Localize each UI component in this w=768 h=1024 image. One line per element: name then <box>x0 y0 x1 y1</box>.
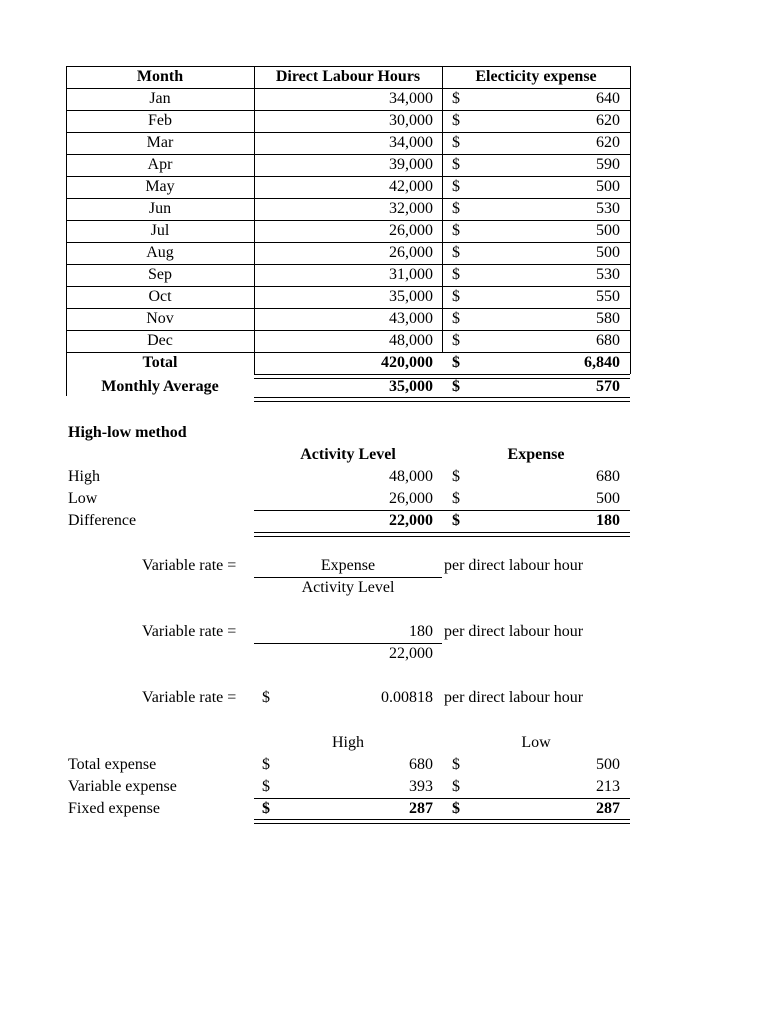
highlow-col-activity: Activity Level <box>300 446 396 463</box>
low-activity: 26,000 <box>389 490 433 507</box>
summary-label: Variable expense <box>68 778 177 795</box>
table-row <box>66 220 630 242</box>
currency-cell: $ <box>452 134 460 151</box>
month-cell: Apr <box>147 156 173 173</box>
expense-cell: 680 <box>596 332 620 349</box>
expense-cell: 580 <box>596 310 620 327</box>
row-divider <box>66 110 630 111</box>
hours-cell: 48,000 <box>389 332 433 349</box>
currency-cell: $ <box>452 112 460 129</box>
summary-label: Fixed expense <box>68 800 160 817</box>
header-divider <box>66 88 630 89</box>
row-divider <box>66 242 630 243</box>
expense-cell: 590 <box>596 156 620 173</box>
month-cell: Feb <box>148 112 172 129</box>
month-cell: Jul <box>150 222 170 239</box>
hours-cell: 30,000 <box>389 112 433 129</box>
formula1-label: Variable rate = <box>142 557 237 574</box>
summary-high-currency: $ <box>262 800 270 817</box>
currency-cell: $ <box>452 310 460 327</box>
currency-cell: $ <box>452 90 460 107</box>
hours-cell: 32,000 <box>389 200 433 217</box>
diff-activity: 22,000 <box>389 512 433 529</box>
hours-cell: 26,000 <box>389 244 433 261</box>
total-divider <box>66 352 630 353</box>
header-expense: Electicity expense <box>475 68 597 85</box>
hours-cell: 42,000 <box>389 178 433 195</box>
table-row <box>66 132 630 154</box>
col-divider-1 <box>254 66 255 374</box>
month-cell: Oct <box>148 288 172 305</box>
expense-cell: 500 <box>596 244 620 261</box>
diff-label: Difference <box>68 512 137 529</box>
expense-cell: 530 <box>596 200 620 217</box>
average-hours: 35,000 <box>389 378 433 395</box>
high-currency: $ <box>452 468 460 485</box>
total-hours: 420,000 <box>381 354 433 371</box>
currency-cell: $ <box>452 244 460 261</box>
table-row <box>66 110 630 132</box>
average-label: Monthly Average <box>101 378 219 395</box>
result-label: Variable rate = <box>142 689 237 706</box>
summary-low-currency: $ <box>452 778 460 795</box>
summary-total-line <box>254 798 630 799</box>
expense-cell: 620 <box>596 112 620 129</box>
diff-currency: $ <box>452 512 460 529</box>
expense-cell: 500 <box>596 222 620 239</box>
summary-low-value: 287 <box>596 800 620 817</box>
row-divider <box>66 286 630 287</box>
row-divider <box>66 330 630 331</box>
month-cell: Jun <box>148 200 172 217</box>
table-row <box>66 242 630 264</box>
result-unit: per direct labour hour <box>444 689 584 706</box>
summary-high-value: 287 <box>409 800 433 817</box>
hours-cell: 31,000 <box>389 266 433 283</box>
currency-cell: $ <box>452 266 460 283</box>
currency-cell: $ <box>452 156 460 173</box>
high-expense: 680 <box>596 468 620 485</box>
expense-cell: 550 <box>596 288 620 305</box>
table-row <box>66 286 630 308</box>
table-row <box>66 88 630 110</box>
summary-double-underline <box>254 819 630 824</box>
hours-cell: 35,000 <box>389 288 433 305</box>
header-month: Month <box>136 68 184 85</box>
month-cell: May <box>145 178 175 195</box>
highlow-col-expense: Expense <box>507 446 565 463</box>
expense-cell: 640 <box>596 90 620 107</box>
formula1-numerator: Expense <box>320 557 376 574</box>
summary-col-high: High <box>332 734 364 751</box>
average-currency: $ <box>452 378 460 395</box>
diff-double-underline <box>254 532 630 537</box>
header-hours: Direct Labour Hours <box>275 68 421 85</box>
total-expense: 6,840 <box>584 354 620 371</box>
summary-col-low: Low <box>521 734 551 751</box>
currency-cell: $ <box>452 288 460 305</box>
row-divider <box>66 220 630 221</box>
row-divider <box>66 154 630 155</box>
summary-high-value: 393 <box>409 778 433 795</box>
summary-high-value: 680 <box>409 756 433 773</box>
formula1-denominator: Activity Level <box>301 579 395 596</box>
expense-cell: 530 <box>596 266 620 283</box>
summary-low-currency: $ <box>452 756 460 773</box>
month-cell: Sep <box>148 266 172 283</box>
formula2-unit: per direct labour hour <box>444 623 584 640</box>
table-header-row <box>66 66 630 88</box>
currency-cell: $ <box>452 332 460 349</box>
row-divider <box>66 308 630 309</box>
summary-low-value: 213 <box>596 778 620 795</box>
month-cell: Dec <box>147 332 173 349</box>
high-activity: 48,000 <box>389 468 433 485</box>
month-cell: Jan <box>149 90 171 107</box>
table-row <box>66 264 630 286</box>
highlow-title: High-low method <box>68 424 187 441</box>
summary-high-currency: $ <box>262 778 270 795</box>
table-row <box>66 308 630 330</box>
high-label: High <box>68 468 100 485</box>
table-row <box>66 330 630 352</box>
low-label: Low <box>68 490 98 507</box>
formula1-unit: per direct labour hour <box>444 557 584 574</box>
summary-low-currency: $ <box>452 800 460 817</box>
hours-cell: 34,000 <box>389 134 433 151</box>
average-row <box>66 376 630 398</box>
total-row <box>66 352 630 374</box>
formula2-denominator: 22,000 <box>389 645 433 662</box>
hours-cell: 26,000 <box>389 222 433 239</box>
row-divider <box>66 264 630 265</box>
currency-cell: $ <box>452 200 460 217</box>
table-row <box>66 176 630 198</box>
low-expense: 500 <box>596 490 620 507</box>
summary-high-currency: $ <box>262 756 270 773</box>
formula2-label: Variable rate = <box>142 623 237 640</box>
table-border-left <box>66 66 67 396</box>
hours-cell: 34,000 <box>389 90 433 107</box>
average-expense: 570 <box>596 378 620 395</box>
total-currency: $ <box>452 354 460 371</box>
row-divider <box>66 132 630 133</box>
low-currency: $ <box>452 490 460 507</box>
currency-cell: $ <box>452 178 460 195</box>
summary-low-value: 500 <box>596 756 620 773</box>
result-value: 0.00818 <box>381 689 433 706</box>
month-cell: Aug <box>146 244 174 261</box>
formula2-numerator: 180 <box>409 623 433 640</box>
currency-cell: $ <box>452 222 460 239</box>
table-border-top <box>66 66 630 67</box>
summary-label: Total expense <box>68 756 157 773</box>
result-currency: $ <box>262 689 270 706</box>
expense-cell: 500 <box>596 178 620 195</box>
table-border-right <box>630 66 631 374</box>
hours-cell: 39,000 <box>389 156 433 173</box>
total-label: Total <box>142 354 178 371</box>
table-row <box>66 198 630 220</box>
row-divider <box>66 176 630 177</box>
average-double-underline <box>254 397 630 402</box>
table-row <box>66 154 630 176</box>
expense-cell: 620 <box>596 134 620 151</box>
row-divider <box>66 198 630 199</box>
diff-expense: 180 <box>596 512 620 529</box>
month-cell: Nov <box>146 310 174 327</box>
month-cell: Mar <box>146 134 174 151</box>
hours-cell: 43,000 <box>389 310 433 327</box>
col-divider-2 <box>442 66 443 352</box>
total-double-underline <box>254 374 630 379</box>
